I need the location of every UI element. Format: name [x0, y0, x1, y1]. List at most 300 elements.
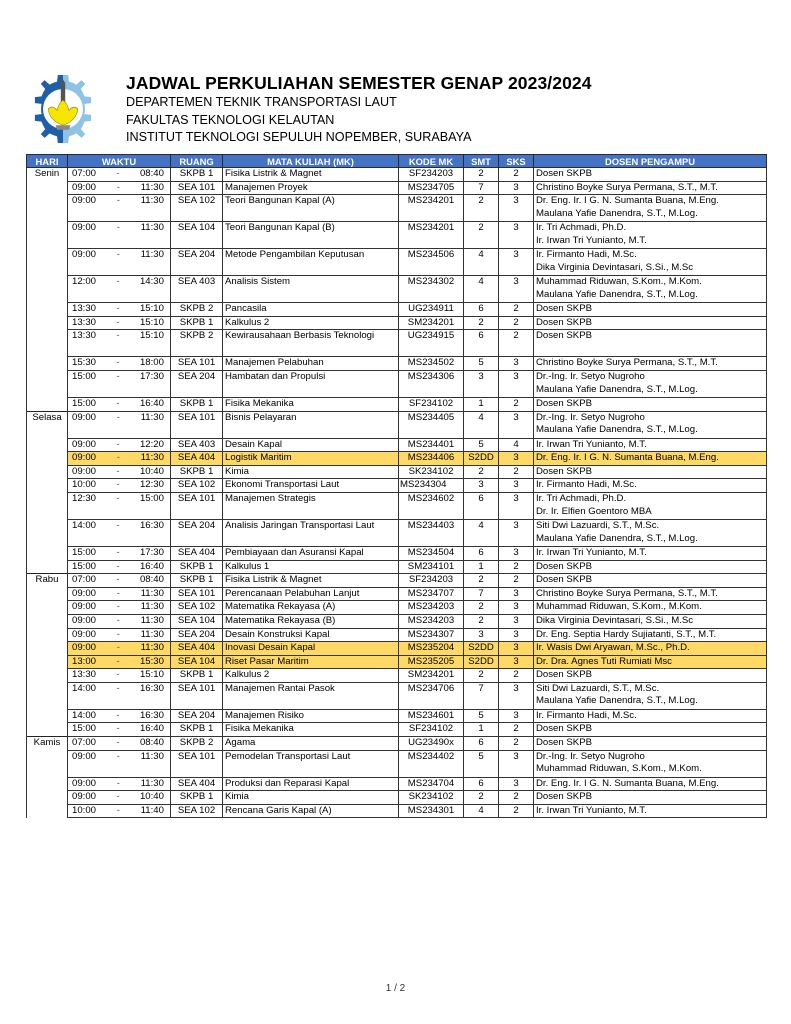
- room-cell: SKPB 2: [171, 330, 223, 357]
- time-cell: [68, 452, 171, 466]
- course-code-cell: MS234203: [399, 601, 464, 615]
- time-separator: -: [116, 330, 120, 342]
- room-cell: SKPB 2: [171, 737, 223, 751]
- room-cell: SEA 102: [171, 601, 223, 615]
- time-cell: [68, 560, 171, 574]
- lecturer-name: Ir. Wasis Dwi Aryawan, M.Sc., Ph.D.: [536, 642, 690, 654]
- course-code-cell: MS234506: [399, 249, 464, 276]
- credits-cell: 2: [499, 669, 534, 683]
- lecturer-name: Maulana Yafie Danendra, S.T., M.Log.: [536, 383, 698, 395]
- time-cell: [68, 682, 171, 709]
- course-cell: Riset Pasar Maritim: [223, 655, 399, 669]
- room-cell: SEA 101: [171, 682, 223, 709]
- table-row: [27, 723, 767, 737]
- lecturer-cell: [534, 357, 767, 371]
- room-cell: SKPB 1: [171, 316, 223, 330]
- credits-cell: 3: [499, 411, 534, 438]
- lecturer-cell: [534, 479, 767, 493]
- end-time: 17:30: [139, 370, 164, 382]
- semester-cell: S2DD: [464, 642, 499, 656]
- room-cell: SKPB 1: [171, 669, 223, 683]
- table-row: [27, 791, 767, 805]
- semester-cell: 6: [464, 330, 499, 357]
- room-cell: SKPB 1: [171, 574, 223, 588]
- start-time: 09:00: [72, 411, 97, 423]
- table-row: [27, 601, 767, 615]
- lecturer-cell: [534, 560, 767, 574]
- table-row: [27, 465, 767, 479]
- start-time: 09:00: [72, 249, 97, 261]
- start-time: 13:30: [72, 316, 97, 328]
- course-cell: Pembiayaan dan Asuransi Kapal: [223, 546, 399, 560]
- lecturer-cell: [534, 519, 767, 546]
- lecturer-cell: [534, 465, 767, 479]
- room-cell: SEA 403: [171, 438, 223, 452]
- lecturer-name: Maulana Yafie Danendra, S.T., M.Log.: [536, 532, 698, 544]
- credits-cell: 2: [499, 316, 534, 330]
- credits-cell: 3: [499, 628, 534, 642]
- table-row: [27, 222, 767, 249]
- room-cell: SEA 403: [171, 276, 223, 303]
- start-time: 09:00: [72, 438, 97, 450]
- time-cell: [68, 574, 171, 588]
- time-separator: -: [116, 249, 120, 261]
- credits-cell: 3: [499, 492, 534, 519]
- lecturer-cell: [534, 492, 767, 519]
- room-cell: SEA 104: [171, 655, 223, 669]
- time-separator: -: [116, 222, 120, 234]
- lecturer-name: Dosen SKPB: [536, 737, 592, 749]
- lecturer-name: Dr. Eng. Ir. I G. N. Sumanta Buana, M.Eng.: [536, 777, 719, 789]
- end-time: 08:40: [139, 737, 164, 749]
- lecturer-cell: [534, 438, 767, 452]
- credits-cell: 2: [499, 330, 534, 357]
- end-time: 11:30: [140, 181, 164, 193]
- its-logo-icon: [26, 72, 100, 146]
- table-row: [27, 330, 767, 357]
- end-time: 11:30: [140, 411, 164, 423]
- credits-cell: 3: [499, 222, 534, 249]
- credits-cell: 3: [499, 587, 534, 601]
- course-cell: Produksi dan Reparasi Kapal: [223, 777, 399, 791]
- lecturer-cell: [534, 587, 767, 601]
- time-cell: [68, 370, 171, 397]
- time-separator: -: [116, 574, 120, 586]
- lecturer-name: Christino Boyke Surya Permana, S.T., M.T.: [536, 587, 718, 599]
- lecturer-name: Dosen SKPB: [536, 168, 592, 179]
- lecturer-cell: [534, 574, 767, 588]
- time-cell: [68, 303, 171, 317]
- credits-cell: 3: [499, 750, 534, 777]
- table-row: [27, 316, 767, 330]
- lecturer-cell: [534, 249, 767, 276]
- end-time: 11:30: [140, 777, 164, 789]
- room-cell: SEA 404: [171, 452, 223, 466]
- table-row: [27, 682, 767, 709]
- time-separator: -: [116, 168, 120, 179]
- course-cell: Analisis Jaringan Transportasi Laut: [223, 519, 399, 546]
- table-row: [27, 438, 767, 452]
- time-cell: [68, 411, 171, 438]
- lecturer-name: Dr. Eng. Septia Hardy Sujiatanti, S.T., M.T.: [536, 628, 717, 640]
- lecturer-name: Dosen SKPB: [536, 791, 592, 803]
- lecturer-cell: [534, 614, 767, 628]
- semester-cell: 2: [464, 601, 499, 615]
- course-cell: Fisika Listrik & Magnet: [223, 574, 399, 588]
- semester-cell: 7: [464, 181, 499, 195]
- lecturer-name: Dosen SKPB: [536, 316, 592, 328]
- lecturer-name: Dosen SKPB: [536, 465, 592, 477]
- time-separator: -: [116, 737, 120, 749]
- course-code-cell: SF234203: [399, 574, 464, 588]
- table-header-row: [27, 155, 767, 168]
- page-title: JADWAL PERKULIAHAN SEMESTER GENAP 2023/2024: [126, 73, 592, 93]
- lecturer-name: Dosen SKPB: [536, 574, 592, 586]
- start-time: 07:00: [72, 737, 97, 749]
- table-row: [27, 452, 767, 466]
- course-cell: Manajemen Proyek: [223, 181, 399, 195]
- start-time: 09:00: [72, 465, 97, 477]
- table-row: [27, 546, 767, 560]
- semester-cell: 2: [464, 574, 499, 588]
- end-time: 18:00: [139, 357, 164, 369]
- lecturer-cell: [534, 642, 767, 656]
- course-cell: Logistik Maritim: [223, 452, 399, 466]
- start-time: 15:30: [72, 357, 97, 369]
- end-time: 11:30: [140, 249, 164, 261]
- table-row: [27, 168, 767, 182]
- time-cell: [68, 587, 171, 601]
- room-cell: SKPB 1: [171, 723, 223, 737]
- credits-cell: 3: [499, 614, 534, 628]
- time-separator: -: [116, 804, 120, 816]
- time-cell: [68, 181, 171, 195]
- time-cell: [68, 737, 171, 751]
- room-cell: SEA 101: [171, 492, 223, 519]
- credits-cell: 3: [499, 452, 534, 466]
- course-code-cell: MS234403: [399, 519, 464, 546]
- room-cell: SKPB 2: [171, 303, 223, 317]
- room-cell: SEA 204: [171, 370, 223, 397]
- course-cell: Teori Bangunan Kapal (B): [223, 222, 399, 249]
- time-separator: -: [116, 452, 120, 464]
- table-row: [27, 519, 767, 546]
- semester-cell: 1: [464, 397, 499, 411]
- lecturer-cell: [534, 222, 767, 249]
- course-code-cell: MS234302: [399, 276, 464, 303]
- semester-cell: 6: [464, 777, 499, 791]
- start-time: 12:30: [72, 492, 97, 504]
- page-number: 1 / 2: [385, 983, 406, 994]
- time-separator: -: [116, 614, 120, 626]
- room-cell: SKPB 1: [171, 168, 223, 182]
- room-cell: SEA 204: [171, 628, 223, 642]
- credits-cell: 3: [499, 682, 534, 709]
- time-separator: -: [116, 601, 120, 613]
- table-row: [27, 303, 767, 317]
- end-time: 11:30: [140, 750, 164, 762]
- room-cell: SKPB 1: [171, 397, 223, 411]
- credits-cell: 3: [499, 357, 534, 371]
- lecturer-cell: [534, 411, 767, 438]
- lecturer-cell: [534, 276, 767, 303]
- table-row: [27, 587, 767, 601]
- course-cell: Teori Bangunan Kapal (A): [223, 195, 399, 222]
- lecturer-cell: [534, 737, 767, 751]
- course-code-cell: MS234502: [399, 357, 464, 371]
- credits-cell: 3: [499, 195, 534, 222]
- course-code-cell: MS234602: [399, 492, 464, 519]
- credits-cell: 3: [499, 276, 534, 303]
- course-cell: Agama: [223, 737, 399, 751]
- lecturer-cell: [534, 750, 767, 777]
- institute-name: INSTITUT TEKNOLOGI SEPULUH NOPEMBER, SURABAYA: [126, 130, 472, 144]
- time-separator: -: [116, 682, 120, 694]
- time-separator: -: [116, 628, 120, 640]
- course-code-cell: MS234706: [399, 682, 464, 709]
- table-row: [27, 560, 767, 574]
- time-separator: -: [116, 479, 120, 491]
- lecturer-cell: [534, 452, 767, 466]
- time-cell: [68, 195, 171, 222]
- start-time: 14:00: [72, 519, 97, 531]
- course-code-cell: MS234201: [399, 222, 464, 249]
- lecturer-cell: [534, 370, 767, 397]
- time-separator: -: [116, 316, 120, 328]
- semester-cell: 2: [464, 195, 499, 222]
- credits-cell: 2: [499, 303, 534, 317]
- room-cell: SEA 104: [171, 222, 223, 249]
- lecturer-name: Ir. Tri Achmadi, Ph.D.: [536, 492, 627, 504]
- lecturer-name: Ir. Firmanto Hadi, M.Sc.: [536, 709, 637, 721]
- course-code-cell: MS235204: [399, 642, 464, 656]
- semester-cell: 4: [464, 276, 499, 303]
- time-cell: [68, 492, 171, 519]
- end-time: 16:40: [139, 723, 164, 735]
- lecturer-name: Dika Virginia Devintasari, S.Si., M.Sc: [536, 261, 694, 273]
- column-header-dosen: DOSEN PENGAMPU: [534, 155, 767, 168]
- time-separator: -: [116, 587, 120, 599]
- semester-cell: 1: [464, 560, 499, 574]
- semester-cell: 5: [464, 750, 499, 777]
- end-time: 11:30: [140, 452, 164, 464]
- course-cell: Desain Kapal: [223, 438, 399, 452]
- semester-cell: 6: [464, 303, 499, 317]
- course-cell: Manajemen Rantai Pasok: [223, 682, 399, 709]
- time-cell: [68, 330, 171, 357]
- end-time: 16:40: [139, 560, 164, 572]
- time-cell: [68, 642, 171, 656]
- credits-cell: 3: [499, 655, 534, 669]
- start-time: 14:00: [72, 682, 97, 694]
- lecturer-cell: [534, 628, 767, 642]
- time-separator: -: [116, 642, 120, 654]
- course-code-cell: MS234601: [399, 709, 464, 723]
- time-separator: -: [116, 560, 120, 572]
- end-time: 16:40: [139, 397, 164, 409]
- semester-cell: 2: [464, 465, 499, 479]
- course-cell: Kalkulus 2: [223, 316, 399, 330]
- lecturer-name: Dosen SKPB: [536, 669, 592, 681]
- table-row: [27, 750, 767, 777]
- semester-cell: 4: [464, 804, 499, 818]
- start-time: 13:00: [72, 655, 97, 667]
- end-time: 08:40: [139, 168, 164, 179]
- column-header-sks: SKS: [499, 155, 534, 168]
- semester-cell: 2: [464, 316, 499, 330]
- time-separator: -: [116, 276, 120, 288]
- time-separator: -: [116, 411, 120, 423]
- credits-cell: 2: [499, 804, 534, 818]
- time-separator: -: [116, 750, 120, 762]
- lecturer-cell: [534, 655, 767, 669]
- lecturer-cell: [534, 330, 767, 357]
- column-header-ruang: RUANG: [171, 155, 223, 168]
- day-cell: Kamis: [27, 737, 68, 818]
- lecturer-name: Dr. Eng. Ir. I G. N. Sumanta Buana, M.Eng.: [536, 195, 719, 207]
- lecturer-name: Dosen SKPB: [536, 397, 592, 409]
- course-cell: Bisnis Pelayaran: [223, 411, 399, 438]
- course-code-cell: SK234102: [399, 465, 464, 479]
- table-row: [27, 614, 767, 628]
- end-time: 15:10: [139, 669, 164, 681]
- lecturer-cell: [534, 601, 767, 615]
- credits-cell: 2: [499, 574, 534, 588]
- room-cell: SEA 102: [171, 479, 223, 493]
- room-cell: SEA 404: [171, 546, 223, 560]
- course-code-cell: MS235205: [399, 655, 464, 669]
- course-cell: Manajemen Strategis: [223, 492, 399, 519]
- semester-cell: 6: [464, 546, 499, 560]
- room-cell: SEA 104: [171, 614, 223, 628]
- time-cell: [68, 397, 171, 411]
- lecturer-name: Dika Virginia Devintasari, S.Si., M.Sc: [536, 614, 694, 626]
- semester-cell: 6: [464, 737, 499, 751]
- end-time: 15:10: [139, 330, 164, 342]
- lecturer-cell: [534, 791, 767, 805]
- time-separator: -: [116, 465, 120, 477]
- room-cell: SEA 102: [171, 195, 223, 222]
- credits-cell: 3: [499, 601, 534, 615]
- credits-cell: 2: [499, 465, 534, 479]
- time-cell: [68, 249, 171, 276]
- end-time: 11:30: [140, 195, 164, 207]
- table-row: [27, 181, 767, 195]
- room-cell: SKPB 1: [171, 791, 223, 805]
- time-separator: -: [116, 791, 120, 803]
- lecturer-name: Muhammad Riduwan, S.Kom., M.Kom.: [536, 276, 702, 288]
- course-code-cell: UG234911: [399, 303, 464, 317]
- credits-cell: 3: [499, 642, 534, 656]
- lecturer-cell: [534, 316, 767, 330]
- end-time: 11:30: [140, 628, 164, 640]
- lecturer-cell: [534, 397, 767, 411]
- semester-cell: S2DD: [464, 655, 499, 669]
- credits-cell: 2: [499, 737, 534, 751]
- time-cell: [68, 546, 171, 560]
- lecturer-name: Ir. Firmanto Hadi, M.Sc.: [536, 249, 637, 261]
- time-cell: [68, 614, 171, 628]
- course-cell: Matematika Rekayasa (B): [223, 614, 399, 628]
- time-separator: -: [116, 519, 120, 531]
- start-time: 09:00: [72, 777, 97, 789]
- course-code-cell: SM234201: [399, 316, 464, 330]
- table-row: [27, 411, 767, 438]
- credits-cell: 2: [499, 723, 534, 737]
- lecturer-name: Muhammad Riduwan, S.Kom., M.Kom.: [536, 763, 702, 775]
- faculty-name: FAKULTAS TEKNOLOGI KELAUTAN: [126, 112, 335, 127]
- schedule-body: [27, 168, 767, 818]
- lecturer-name: Dosen SKPB: [536, 560, 592, 572]
- start-time: 15:00: [72, 370, 97, 382]
- time-cell: [68, 438, 171, 452]
- table-row: [27, 628, 767, 642]
- lecturer-cell: [534, 195, 767, 222]
- end-time: 10:40: [139, 791, 164, 803]
- room-cell: SEA 101: [171, 357, 223, 371]
- end-time: 12:30: [139, 479, 164, 491]
- table-row: [27, 195, 767, 222]
- lecturer-name: Maulana Yafie Danendra, S.T., M.Log.: [536, 424, 698, 436]
- semester-cell: 2: [464, 669, 499, 683]
- lecturer-name: Dr. Dra. Agnes Tuti Rumiati Msc: [536, 655, 672, 667]
- semester-cell: 4: [464, 249, 499, 276]
- time-separator: -: [116, 397, 120, 409]
- semester-cell: 7: [464, 587, 499, 601]
- end-time: 16:30: [139, 682, 164, 694]
- semester-cell: S2DD: [464, 452, 499, 466]
- semester-cell: 2: [464, 168, 499, 182]
- credits-cell: 3: [499, 479, 534, 493]
- start-time: 09:00: [72, 452, 97, 464]
- lecturer-cell: [534, 723, 767, 737]
- course-code-cell: MS234707: [399, 587, 464, 601]
- semester-cell: 5: [464, 357, 499, 371]
- course-cell: Kalkulus 2: [223, 669, 399, 683]
- start-time: 09:00: [72, 181, 97, 193]
- table-row: [27, 574, 767, 588]
- time-separator: -: [116, 195, 120, 207]
- start-time: 07:00: [72, 574, 97, 586]
- course-cell: Desain Konstruksi Kapal: [223, 628, 399, 642]
- course-code-cell: MS234301: [399, 804, 464, 818]
- course-code-cell: MS234203: [399, 614, 464, 628]
- start-time: 09:00: [72, 587, 97, 599]
- lecturer-name: Ir. Irwan Tri Yunianto, M.T.: [536, 546, 647, 558]
- time-cell: [68, 709, 171, 723]
- room-cell: SEA 204: [171, 709, 223, 723]
- credits-cell: 2: [499, 791, 534, 805]
- time-separator: -: [116, 357, 120, 369]
- lecturer-name: Dosen SKPB: [536, 303, 592, 315]
- end-time: 15:00: [139, 492, 164, 504]
- course-cell: Manajemen Pelabuhan: [223, 357, 399, 371]
- course-code-cell: MS234304: [399, 479, 464, 493]
- column-header-kode-mk: KODE MK: [399, 155, 464, 168]
- end-time: 11:30: [140, 222, 164, 234]
- start-time: 10:00: [72, 804, 97, 816]
- time-separator: -: [116, 303, 120, 315]
- time-cell: [68, 316, 171, 330]
- lecturer-name: Muhammad Riduwan, S.Kom., M.Kom.: [536, 601, 702, 613]
- lecturer-name: Ir. Firmanto Hadi, M.Sc.: [536, 479, 637, 491]
- room-cell: SEA 404: [171, 642, 223, 656]
- time-cell: [68, 519, 171, 546]
- semester-cell: 4: [464, 519, 499, 546]
- lecturer-name: Dr. Ir. Elfien Goentoro MBA: [536, 505, 652, 517]
- lecturer-name: Dosen SKPB: [536, 723, 592, 735]
- start-time: 13:30: [72, 669, 97, 681]
